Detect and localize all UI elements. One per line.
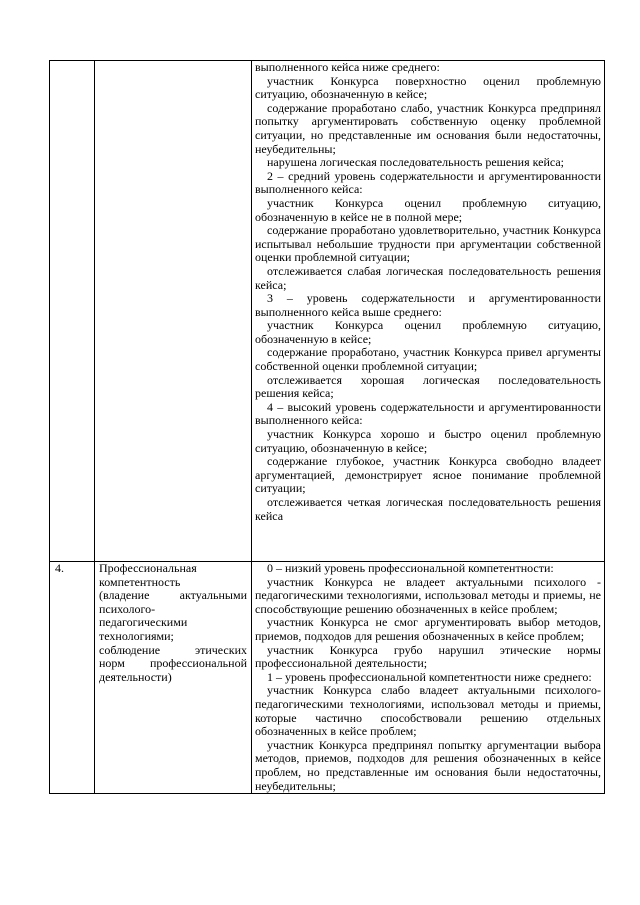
description-paragraph: содержание глубокое, участник Конкурса свободно владеет аргументацией, демонстрирует ясное понимание проблемной ситуации; xyxy=(255,454,601,496)
description-paragraph: участник Конкурса не смог аргументировать выбор методов, приемов, подходов для решения обозначенных в кейсе проблем; xyxy=(255,615,601,643)
description-paragraph: нарушена логическая последовательность решения кейса; xyxy=(267,155,565,170)
description-paragraph: содержание проработано, участник Конкурса привел аргументы собственной оценки проблемной ситуации; xyxy=(255,345,601,374)
description-paragraph: 2 – средний уровень содержательности и аргументированности выполненного кейса: xyxy=(255,168,601,197)
description-paragraph: содержание проработано удовлетворительно, участник Конкурса испытывал небольшие трудности при аргументации собственной оценки проблемной ситуации; xyxy=(255,223,601,265)
criterion-line: технологиями; xyxy=(99,628,174,643)
criterion-line: деятельности) xyxy=(99,669,172,684)
description-paragraph: 0 – низкий уровень профессиональной компетентности: xyxy=(267,561,554,575)
criterion-line: компетентность xyxy=(99,574,181,589)
table-row xyxy=(50,61,605,562)
description-cell xyxy=(252,562,605,794)
description-paragraph: отслеживается хорошая логическая последовательность решения кейса; xyxy=(255,372,601,401)
criterion-line: норм профессиональной xyxy=(99,656,247,671)
description-cell xyxy=(252,61,605,562)
description-paragraph: 3 – уровень содержательности и аргументированности выполненного кейса выше среднего: xyxy=(255,291,601,319)
criterion-line: Профессиональная xyxy=(99,561,197,575)
criterion-line: психолого- xyxy=(99,601,156,616)
criterion-line: педагогическими xyxy=(99,615,188,630)
description-paragraph: 4 – высокий уровень содержательности и аргументированности выполненного кейса: xyxy=(255,399,601,428)
description-paragraph: выполненного кейса ниже среднего: xyxy=(255,60,440,74)
description-paragraph: участник Конкурса предпринял попытку аргументации выбора методов, приемов, подходов для решения обозначенных в кейсе проблем, но представленные им основания были недостаточны, неубедительны; xyxy=(255,737,601,793)
criterion-line: соблюдение этических xyxy=(99,642,247,657)
row-number-cell xyxy=(50,61,95,562)
document-page xyxy=(49,60,605,794)
row-number-cell: 4. xyxy=(50,562,95,794)
criterion-cell xyxy=(95,61,252,562)
criterion-line: (владение актуальными xyxy=(99,588,247,603)
description-paragraph: участник Конкурса хорошо и быстро оценил проблемную ситуацию, обозначенную в кейсе; xyxy=(255,427,601,455)
table-row xyxy=(50,562,605,794)
description-paragraph: отслеживается четкая логическая последовательность решения кейса xyxy=(255,495,601,523)
description-paragraph: содержание проработано слабо, участник Конкурса предпринял попытку аргументировать собственную оценку проблемной ситуации, но представленные им основания были недостаточны, неубедительны; xyxy=(255,100,601,156)
description-paragraph: участник Конкурса слабо владеет актуальными психолого-педагогическими технологиями, использовал методы и приемы, которые частично способствовали решению отдельных обозначенных в кейсе проблем; xyxy=(255,683,601,739)
description-paragraph: участник Конкурса оценил проблемную ситуацию, обозначенную в кейсе; xyxy=(255,318,601,346)
description-paragraph: участник Конкурса не владеет актуальными психолого - педагогическими технологиями, использовал методы и приемы, не способствующие решению обозначенных в кейсе проблем; xyxy=(255,574,601,616)
criterion-cell xyxy=(95,562,252,794)
description-paragraph: участник Конкурса поверхностно оценил проблемную ситуацию, обозначенную в кейсе; xyxy=(255,73,601,102)
description-paragraph: 1 – уровень профессиональной компетентности ниже среднего: xyxy=(267,669,592,684)
criteria-table xyxy=(49,60,605,794)
description-paragraph: отслеживается слабая логическая последовательность решения кейса; xyxy=(255,263,601,292)
description-paragraph: участник Конкурса оценил проблемную ситуацию, обозначенную в кейсе не в полной мере; xyxy=(255,195,601,224)
description-paragraph: участник Конкурса грубо нарушил этические нормы профессиональной деятельности; xyxy=(255,642,601,671)
